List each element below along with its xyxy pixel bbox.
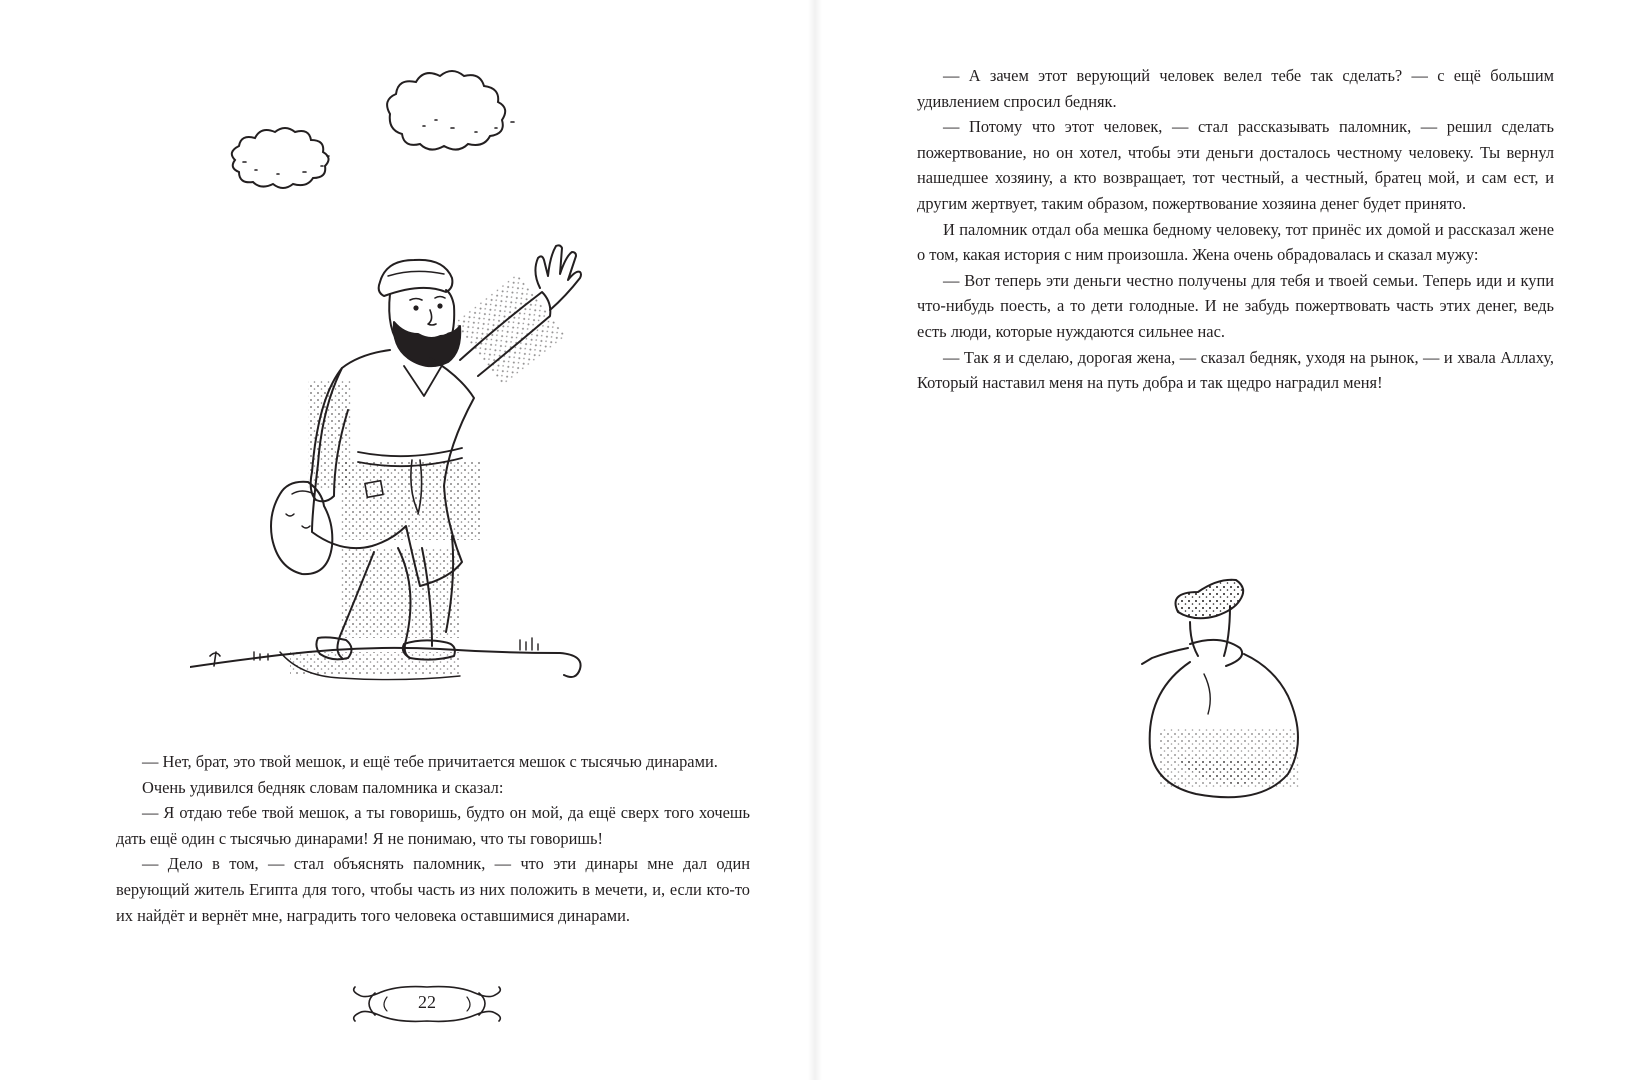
left-paragraph: — Я отдаю тебе твой мешок, а ты говоришь, будто он мой, да ещё сверх того хочешь дать ещё один с тысячью динарами! Я не понимаю, что ты говоришь! bbox=[116, 803, 750, 848]
page-number-ornament bbox=[347, 981, 507, 1027]
turban bbox=[379, 260, 453, 296]
right-paragraph: — Так я и сделаю, дорогая жена, — сказал бедняк, уходя на рынок, — и хвала Аллаху, Который наставил меня на путь добра и так щедро наградил меня! bbox=[917, 347, 1554, 393]
right-text-block bbox=[917, 63, 1554, 396]
money-bag-illustration bbox=[1138, 578, 1318, 803]
bag-top bbox=[1176, 580, 1244, 619]
right-paragraph: — Потому что этот человек, — стал рассказывать паломник, — решил сделать пожертвование, но он хотел, чтобы эти деньги досталось честному человеку. Ты вернул нашедшее хозяину, а кто возвращает, тот честный, а честный, братец мой, и сам ест, и другим жертвует, таким образом, пожертвование хозяина денег будет принято. bbox=[917, 117, 1554, 213]
right-paragraph: И паломник отдал оба мешка бедному человеку, тот принёс их домой и рассказал жене о том, какая история с ним произошла. Жена очень обрадовалась и сказал мужу: bbox=[917, 219, 1554, 265]
left-paragraph: — Дело в том, — стал объяснять паломник, — что эти динары мне дал один верующий житель Египта для того, чтобы часть из них положить в мечети, и, если кто-то их найдёт и вернёт мне, наградить того человека оставшимися динарами. bbox=[116, 854, 750, 925]
cloud-small bbox=[232, 128, 329, 188]
page-number: 22 bbox=[418, 992, 436, 1012]
left-paragraph: Очень удивился бедняк словам паломника и сказал: bbox=[142, 777, 504, 797]
book-gutter bbox=[808, 0, 822, 1080]
right-paragraph: — Вот теперь эти деньги честно получены для тебя и твоей семьи. Теперь иди и купи что-нибудь поесть, а то дети голодные. И не забудь пожертвовать часть этих денег, ведь есть люди, которые нуждаются сильнее нас. bbox=[917, 270, 1554, 341]
beard bbox=[394, 322, 460, 366]
left-text-block bbox=[116, 749, 750, 928]
hand-bag bbox=[271, 482, 332, 574]
poor-man-illustration bbox=[190, 230, 610, 700]
clouds-illustration bbox=[225, 62, 555, 202]
cloud-large bbox=[387, 71, 505, 150]
left-paragraph: — Нет, брат, это твой мешок, и ещё тебе причитается мешок с тысячью динарами. bbox=[142, 752, 718, 771]
right-paragraph: — А зачем этот верующий человек велел тебе так сделать? — с ещё большим удивлением спросил бедняк. bbox=[917, 66, 1554, 111]
hand bbox=[535, 245, 581, 310]
